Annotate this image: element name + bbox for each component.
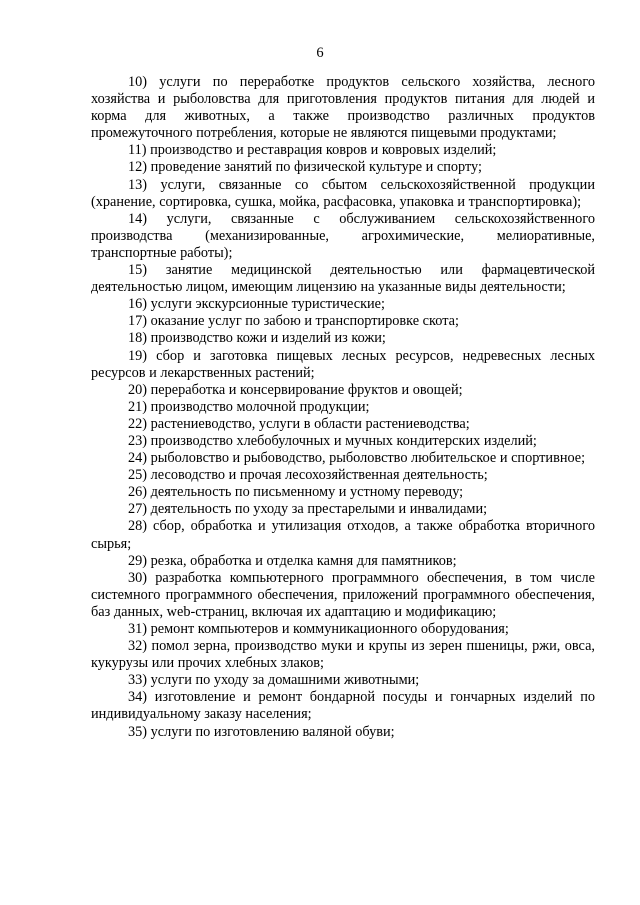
list-item: 12) проведение занятий по физической культуре и спорту; xyxy=(128,159,482,176)
list-item: 29) резка, обработка и отделка камня для памятников; xyxy=(128,552,457,569)
list-item: 18) производство кожи и изделий из кожи; xyxy=(128,330,386,347)
list-item: 21) производство молочной продукции; xyxy=(128,398,370,415)
list-item: 19) сбор и заготовка пищевых лесных ресурсов, недревесных лесных ресурсов и лекарственных растений; xyxy=(91,347,595,381)
list-item: 24) рыболовство и рыбоводство, рыболовство любительское и спортивное; xyxy=(128,450,586,467)
list-item: 16) услуги экскурсионные туристические; xyxy=(128,296,385,313)
list-item: 26) деятельность по письменному и устному переводу; xyxy=(128,484,464,501)
list-item: 13) услуги, связанные со сбытом сельскохозяйственной продукции (хранение, сортировка, сушка, мойка, расфасовка, упаковка и транспортировка); xyxy=(91,176,595,210)
list-item: 27) деятельность по уходу за престарелыми и инвалидами; xyxy=(128,501,488,518)
list-item: 30) разработка компьютерного программного обеспечения, в том числе системного программного обеспечения, приложений программного обеспечения, баз данных, web-страниц, включая их адаптацию и модификацию; xyxy=(91,569,595,620)
list-item: 35) услуги по изготовлению валяной обуви; xyxy=(128,723,395,740)
list-item: 28) сбор, обработка и утилизация отходов, а также обработка вторичного сырья; xyxy=(91,518,595,552)
list-item: 23) производство хлебобулочных и мучных кондитерских изделий; xyxy=(128,432,537,449)
list-item: 25) лесоводство и прочая лесохозяйственная деятельность; xyxy=(128,467,488,484)
list-item: 10) услуги по переработке продуктов сельского хозяйства, лесного хозяйства и рыболовства для приготовления продуктов питания для людей и корма для животных, а также производство различных продуктов промежуточного потребления, которые не являются пищевыми продуктами; xyxy=(91,74,595,142)
list-item: 14) услуги, связанные с обслуживанием сельскохозяйственного производства (механизированные, агрохимические, мелиоративные, транспортные работы); xyxy=(91,210,595,261)
list-item: 32) помол зерна, производство муки и крупы из зерен пшеницы, ржи, овса, кукурузы или прочих хлебных злаков; xyxy=(91,638,595,672)
list-item: 34) изготовление и ремонт бондарной посуды и гончарных изделий по индивидуальному заказу населения; xyxy=(91,689,595,723)
list-item: 22) растениеводство, услуги в области растениеводства; xyxy=(128,415,470,432)
list-item: 11) производство и реставрация ковров и ковровых изделий; xyxy=(128,142,497,159)
list-item: 31) ремонт компьютеров и коммуникационного оборудования; xyxy=(128,621,509,637)
list-item: 15) занятие медицинской деятельностью или фармацевтической деятельностью лицом, имеющим лицензию на указанные виды деятельности; xyxy=(91,262,595,296)
document-body xyxy=(91,74,595,741)
list-item: 17) оказание услуг по забою и транспортировке скота; xyxy=(128,313,459,330)
list-item: 20) переработка и консервирование фруктов и овощей; xyxy=(128,381,463,398)
list-item: 33) услуги по уходу за домашними животными; xyxy=(128,672,420,689)
page-number: 6 xyxy=(316,45,324,61)
